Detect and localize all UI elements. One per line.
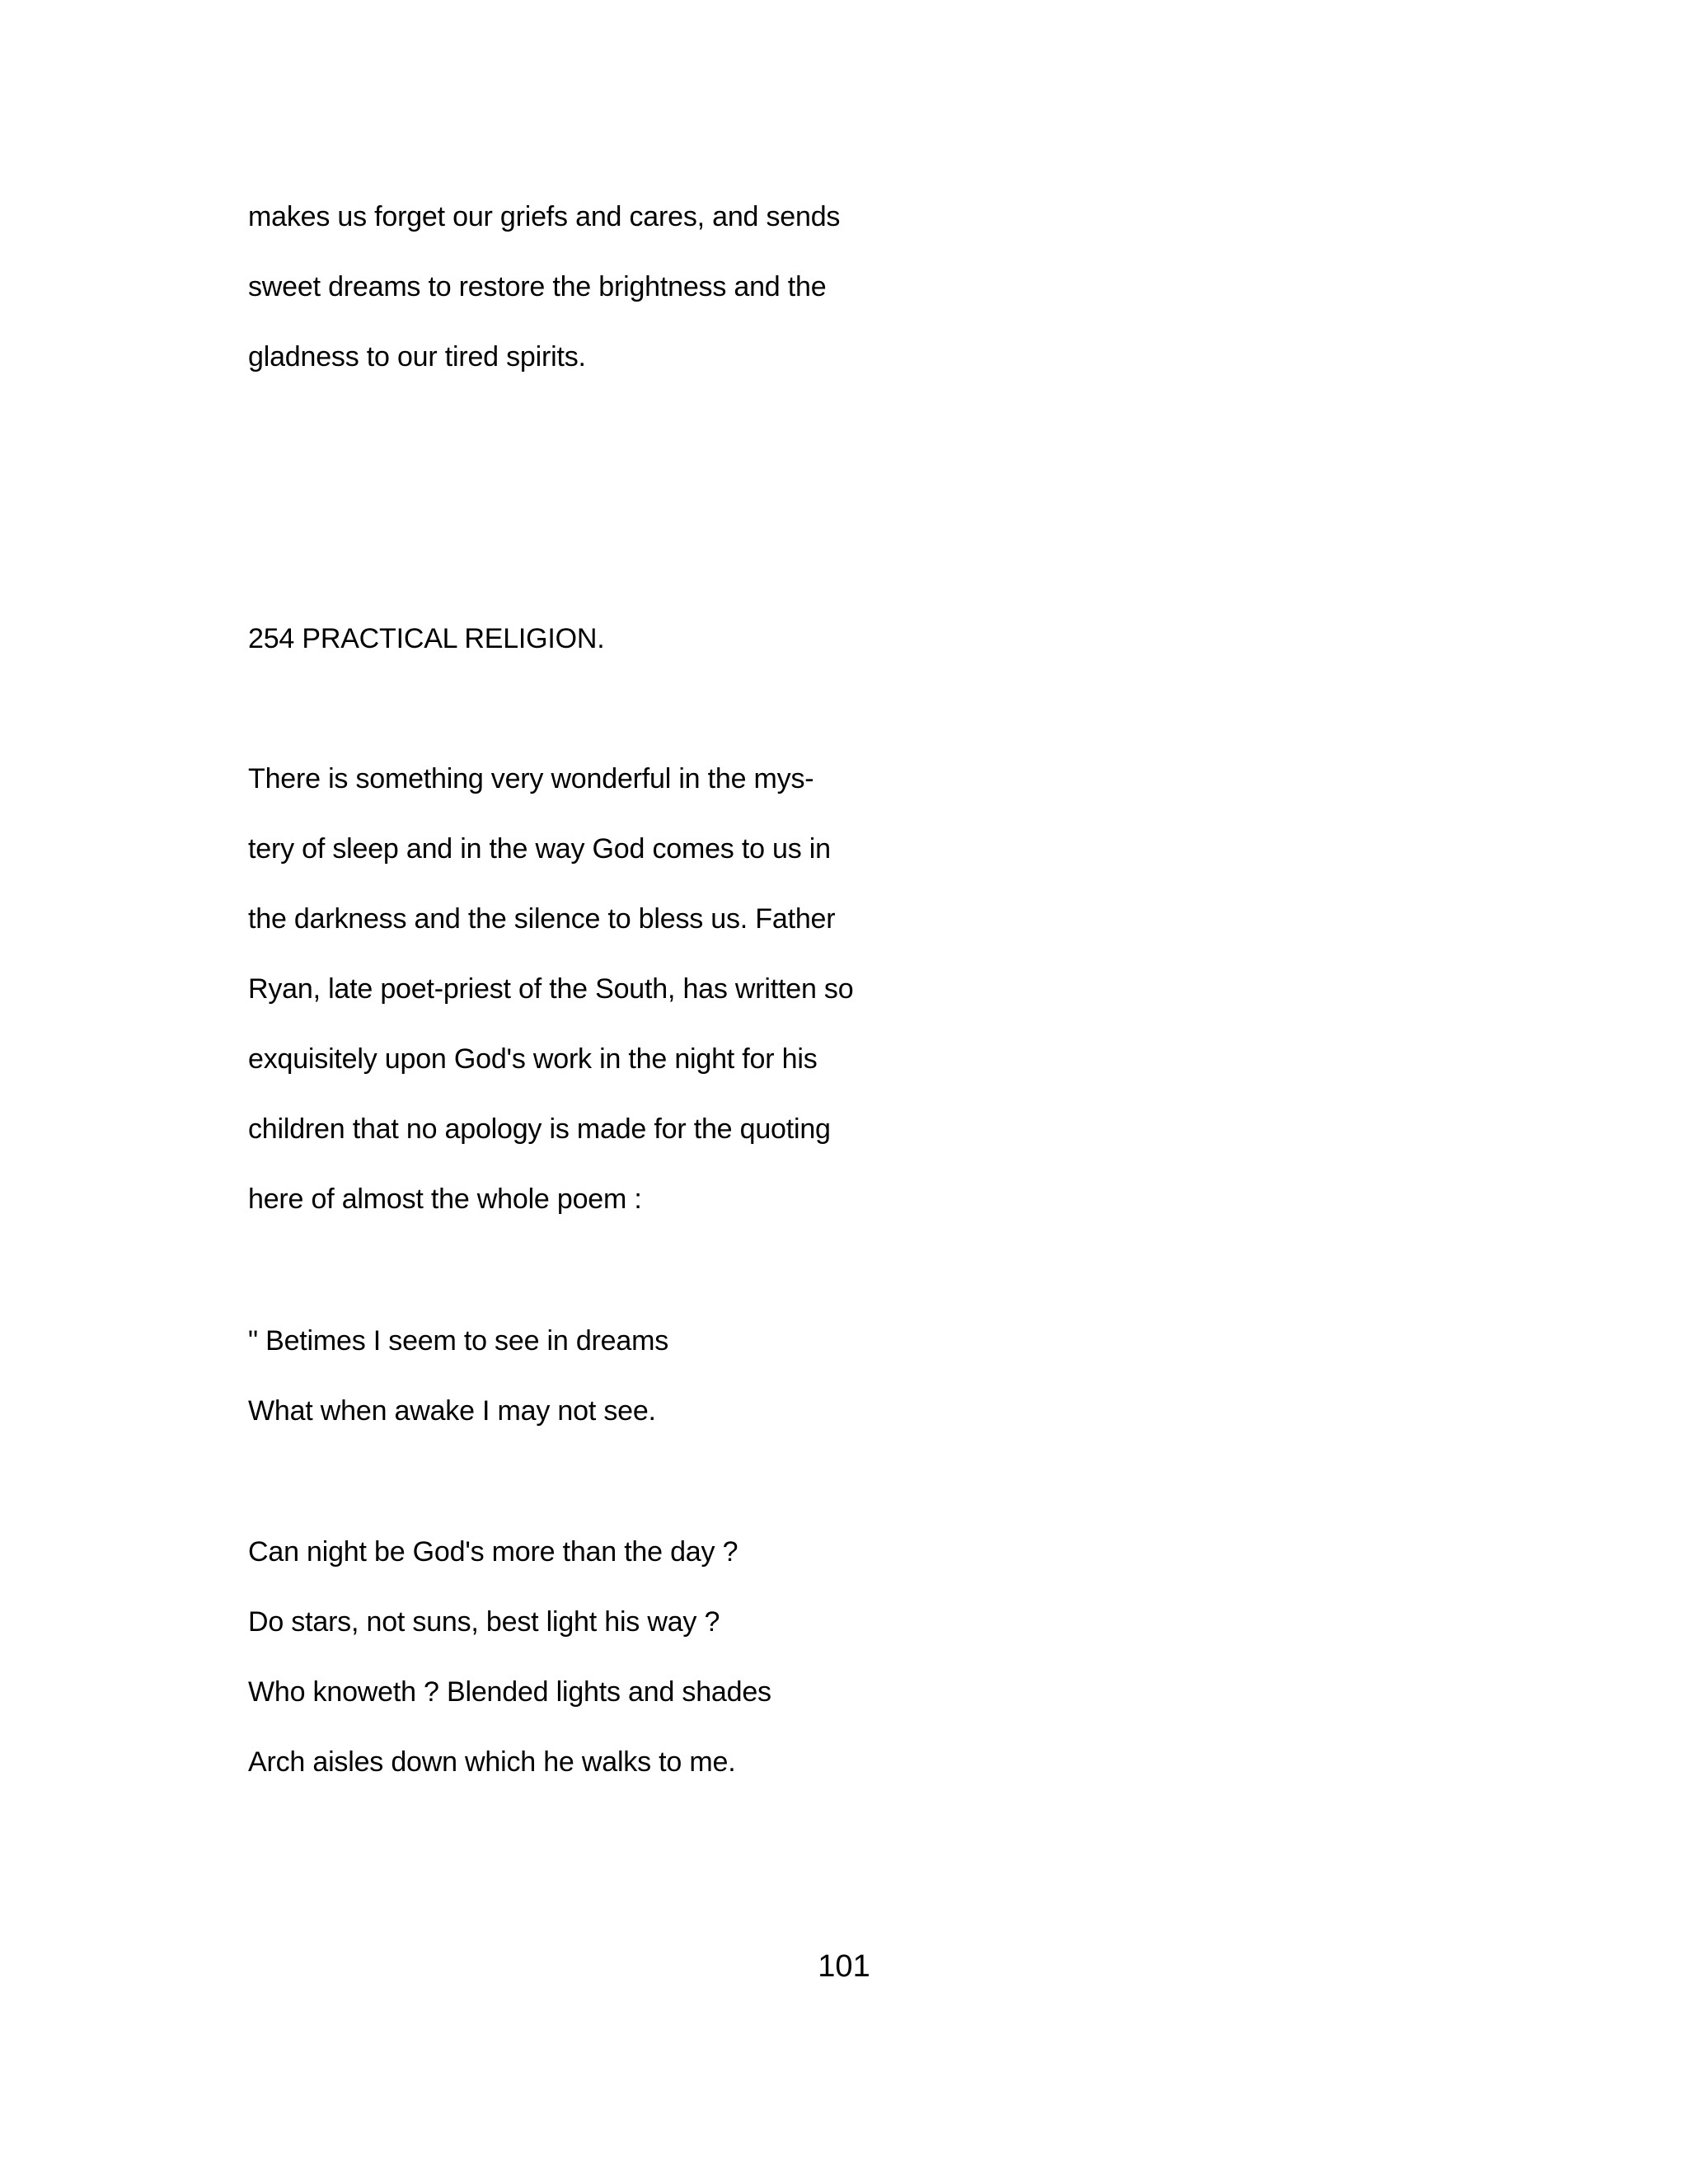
text-line: gladness to our tired spirits. [248,341,586,373]
poem-line: " Betimes I seem to see in dreams [248,1325,669,1357]
poem-line: Can night be God's more than the day ? [248,1536,738,1568]
poem-line: Do stars, not suns, best light his way ? [248,1606,720,1638]
text-line: tery of sleep and in the way God comes to us in [248,833,831,865]
poem-line: Who knoweth ? Blended lights and shades [248,1676,771,1708]
poem-line: What when awake I may not see. [248,1395,656,1427]
page-number: 101 [818,1949,870,1984]
text-line: the darkness and the silence to bless us. Father [248,903,836,935]
text-line: children that no apology is made for the quoting [248,1113,831,1145]
running-header: 254 PRACTICAL RELIGION. [248,623,605,654]
text-line: There is something very wonderful in the mys- [248,763,814,794]
text-line: here of almost the whole poem : [248,1183,642,1215]
text-line: sweet dreams to restore the brightness and the [248,271,827,302]
text-line: Ryan, late poet-priest of the South, has written so [248,973,854,1005]
text-line: makes us forget our griefs and cares, and sends [248,201,841,232]
text-line: exquisitely upon God's work in the night for his [248,1043,818,1075]
poem-line: Arch aisles down which he walks to me. [248,1746,736,1778]
